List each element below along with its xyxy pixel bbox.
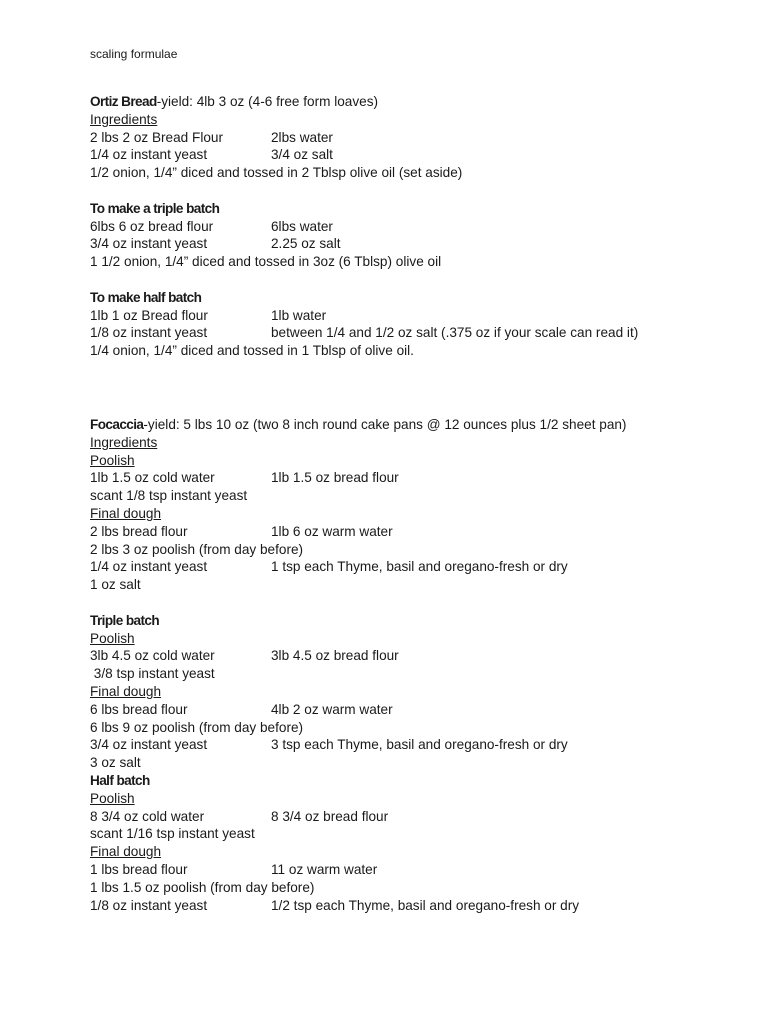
ortiz-row-2 bbox=[90, 146, 730, 164]
ortiz-ingredients-label: Ingredients bbox=[90, 111, 158, 127]
focaccia-half-poolish-row-1 bbox=[90, 808, 730, 826]
focaccia-half-final-label: Final dough bbox=[90, 844, 162, 860]
ingredient: 1 tsp each Thyme, basil and oregano-fresh or dry bbox=[271, 559, 568, 575]
ortiz-half-row-2 bbox=[90, 324, 730, 342]
ingredient: 1/8 oz instant yeast bbox=[90, 325, 208, 341]
ingredient: 1lb water bbox=[271, 307, 327, 323]
ingredient: 1/4 oz instant yeast bbox=[90, 559, 208, 575]
ingredient: 3lb 4.5 oz cold water bbox=[90, 648, 215, 664]
ingredient: 2 lbs 3 oz poolish (from day before) bbox=[90, 541, 304, 557]
focaccia-half-final-row-3 bbox=[90, 897, 730, 915]
ortiz-triple-row-2 bbox=[90, 235, 730, 253]
page-header: scaling formulae bbox=[90, 47, 178, 61]
ortiz-row-1 bbox=[90, 129, 730, 147]
ingredient: 6 lbs bread flour bbox=[90, 701, 188, 717]
ingredient: 11 oz warm water bbox=[271, 861, 378, 877]
ingredient: between 1/4 and 1/2 oz salt (.375 oz if your scale can read it) bbox=[271, 325, 639, 341]
ingredient: 3/4 oz instant yeast bbox=[90, 236, 208, 252]
ingredient: 8 3/4 oz bread flour bbox=[271, 808, 389, 824]
focaccia-ingredients-label: Ingredients bbox=[90, 434, 158, 450]
ingredient: 1 oz salt bbox=[90, 577, 141, 593]
focaccia-title: Focaccia bbox=[90, 417, 144, 432]
ortiz-yield: -yield: 4lb 3 oz (4-6 free form loaves) bbox=[156, 94, 379, 109]
ingredient: scant 1/16 tsp instant yeast bbox=[90, 826, 255, 842]
ingredient: 8 3/4 oz cold water bbox=[90, 808, 205, 824]
focaccia-section bbox=[90, 416, 730, 914]
focaccia-triple-title: Triple batch bbox=[90, 612, 160, 628]
ortiz-half-row-1 bbox=[90, 307, 730, 325]
ingredient: 2 lbs bread flour bbox=[90, 523, 188, 539]
focaccia-half-final-row-1 bbox=[90, 861, 730, 879]
ingredient: 1lb 6 oz warm water bbox=[271, 523, 393, 539]
ortiz-title: Ortiz Bread bbox=[90, 94, 157, 109]
focaccia-final-label: Final dough bbox=[90, 505, 162, 521]
ingredient: 3 oz salt bbox=[90, 755, 141, 771]
focaccia-triple-poolish-label: Poolish bbox=[90, 630, 135, 646]
focaccia-poolish-row-1 bbox=[90, 469, 730, 487]
ingredient: 1lb 1.5 oz cold water bbox=[90, 470, 215, 486]
focaccia-triple-poolish-row-1 bbox=[90, 647, 730, 665]
ingredient: 1/2 onion, 1/4” diced and tossed in 2 Tblsp olive oil (set aside) bbox=[90, 165, 463, 181]
focaccia-poolish-label: Poolish bbox=[90, 452, 135, 468]
focaccia-yield: -yield: 5 lbs 10 oz (two 8 inch round cake pans @ 12 ounces plus 1/2 sheet pan) bbox=[143, 417, 627, 432]
focaccia-triple-final-label: Final dough bbox=[90, 683, 162, 699]
ingredient: 2lbs water bbox=[271, 129, 333, 145]
ingredient: 6 lbs 9 oz poolish (from day before) bbox=[90, 719, 304, 735]
ingredient: 1lb 1 oz Bread flour bbox=[90, 307, 208, 323]
ingredient: 6lbs 6 oz bread flour bbox=[90, 218, 214, 234]
ingredient: scant 1/8 tsp instant yeast bbox=[90, 488, 248, 504]
ortiz-half-title: To make half batch bbox=[90, 289, 202, 305]
ingredient: 1lb 1.5 oz bread flour bbox=[271, 470, 399, 486]
ortiz-bread-section bbox=[90, 93, 730, 360]
ingredient: 6lbs water bbox=[271, 218, 333, 234]
ingredient: 3lb 4.5 oz bread flour bbox=[271, 648, 399, 664]
focaccia-half-title: Half batch bbox=[90, 772, 150, 788]
ingredient: 1 1/2 onion, 1/4” diced and tossed in 3oz (6 Tblsp) olive oil bbox=[90, 254, 442, 270]
ingredient: 3/8 tsp instant yeast bbox=[90, 666, 215, 682]
ingredient: 1 lbs bread flour bbox=[90, 861, 188, 877]
ortiz-title-line bbox=[90, 93, 730, 111]
ingredient: 2 lbs 2 oz Bread Flour bbox=[90, 129, 223, 145]
ingredient: 1/4 oz instant yeast bbox=[90, 147, 208, 163]
ingredient: 1/2 tsp each Thyme, basil and oregano-fresh or dry bbox=[271, 897, 580, 913]
ingredient: 4lb 2 oz warm water bbox=[271, 701, 393, 717]
focaccia-title-line bbox=[90, 416, 730, 434]
focaccia-half-poolish-label: Poolish bbox=[90, 790, 135, 806]
ingredient: 2.25 oz salt bbox=[271, 236, 341, 252]
ortiz-triple-title: To make a triple batch bbox=[90, 200, 220, 216]
focaccia-triple-final-row-3 bbox=[90, 736, 730, 754]
ingredient: 1/4 onion, 1/4” diced and tossed in 1 Tblsp of olive oil. bbox=[90, 343, 414, 359]
ingredient: 1/8 oz instant yeast bbox=[90, 897, 208, 913]
ortiz-triple-row-1 bbox=[90, 218, 730, 236]
focaccia-final-row-3 bbox=[90, 558, 730, 576]
focaccia-triple-final-row-1 bbox=[90, 701, 730, 719]
ingredient: 3/4 oz instant yeast bbox=[90, 737, 208, 753]
focaccia-final-row-1 bbox=[90, 523, 730, 541]
ingredient: 1 lbs 1.5 oz poolish (from day before) bbox=[90, 879, 315, 895]
ingredient: 3/4 oz salt bbox=[271, 147, 333, 163]
ingredient: 3 tsp each Thyme, basil and oregano-fresh or dry bbox=[271, 737, 568, 753]
